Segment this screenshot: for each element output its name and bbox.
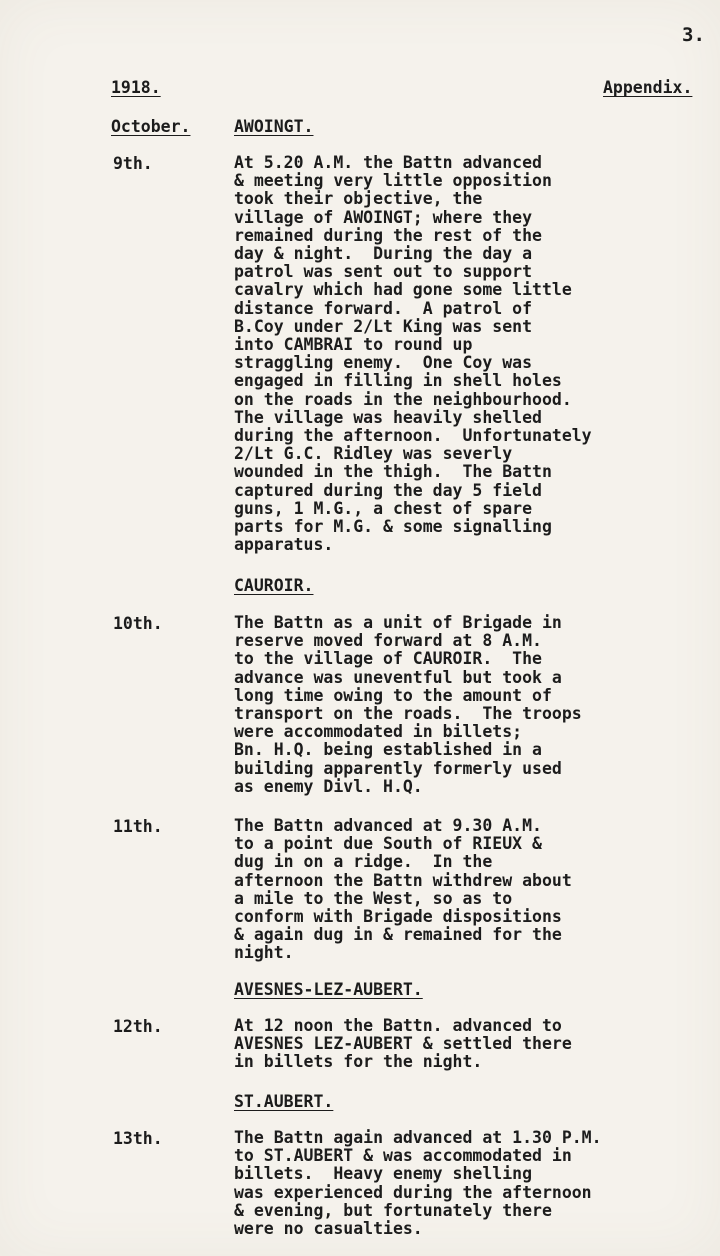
entry-text-11th: The Battn advanced at 9.30 A.M. to a point due South of RIEUX & dug in on a ridge. In the afternoon the Battn withdrew about a mile to the West, so as to conform with Brigade dispositions & again dug in & remained for the night. [234,816,572,963]
location-heading-avesnes: AVESNES-LEZ-AUBERT. [234,980,423,999]
entry-day-13th: 13th. [113,1129,163,1148]
entry-text-9th: At 5.20 A.M. the Battn advanced & meeting very little opposition took their objective, the village of AWOINGT; where they remained during the rest of the day & night. During the day a patrol was sent out to support cavalry which had gone some little distance forward. A patrol of B.Coy under 2/Lt King was sent into CAMBRAI to round up straggling enemy. One Coy was engaged in filling in shell holes on the roads in the neighbourhood. The village was heavily shelled during the afternoon. Unfortunately 2/Lt G.C. Ridley was severly wounded in the thigh. The Battn captured during the day 5 field guns, 1 M.G., a chest of spare parts for M.G. & some signalling apparatus. [234,153,592,555]
location-heading-cauroir: CAUROIR. [234,576,314,595]
entry-day-9th: 9th. [113,154,153,173]
entry-text-12th: At 12 noon the Battn. advanced to AVESNES LEZ-AUBERT & settled there in billets for the night. [234,1016,572,1072]
entry-day-12th: 12th. [113,1017,163,1036]
month-heading: October. [111,117,191,136]
location-heading-st-aubert: ST.AUBERT. [234,1092,334,1111]
header-year: 1918. [111,78,161,97]
header-appendix: Appendix. [603,78,693,97]
entry-day-10th: 10th. [113,614,163,633]
entry-text-10th: The Battn as a unit of Brigade in reserve moved forward at 8 A.M. to the village of CAUROIR. The advance was uneventful but took a long time owing to the amount of transport on the roads. The troops were accommodated in billets; Bn. H.Q. being established in a building apparently formerly used as enemy Divl. H.Q. [234,613,582,796]
entry-day-11th: 11th. [113,817,163,836]
page-number: 3. [682,24,705,46]
location-heading-awoingt: AWOINGT. [234,117,314,136]
entry-text-13th: The Battn again advanced at 1.30 P.M. to ST.AUBERT & was accommodated in billets. Heavy enemy shelling was experienced during the afternoon & evening, but fortunately there were no casualties. [234,1128,602,1239]
